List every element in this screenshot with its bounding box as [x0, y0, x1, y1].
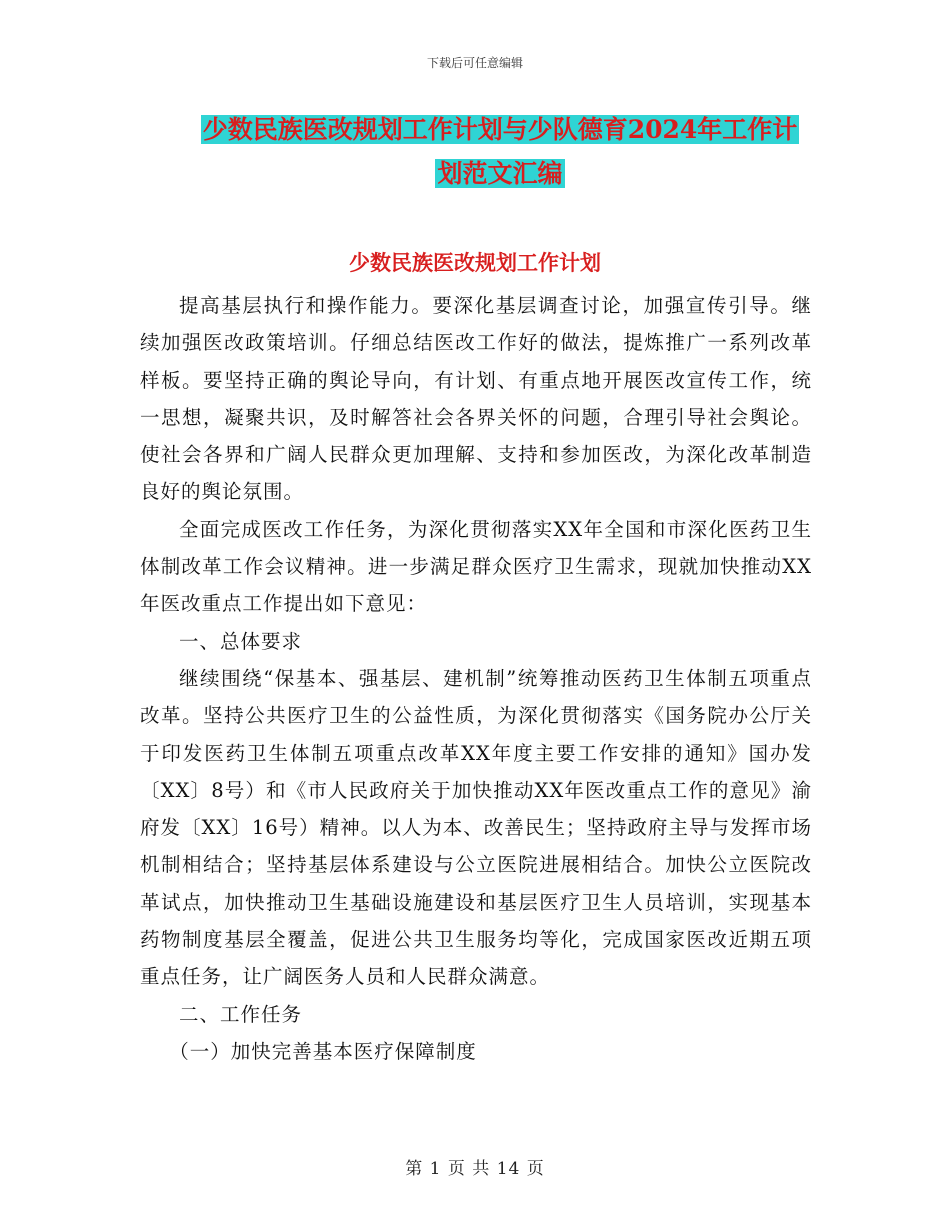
document-body: [140, 287, 812, 1070]
page-header: 下载后可任意编辑: [426, 56, 523, 70]
title-line-1: 少数民族医改规划工作计划与少队德育2024年工作计: [202, 115, 798, 144]
section-heading: 少数民族医改规划工作计划: [349, 250, 601, 275]
document-title: [140, 108, 860, 196]
paragraph: 全面完成医改工作任务，为深化贯彻落实XX年全国和市深化医药卫生体制改革工作会议精神。进一步满足群众医疗卫生需求，现就加快推动XX年医改重点工作提出如下意见：: [140, 517, 812, 616]
section-label: 一、总体要求: [179, 629, 303, 653]
paragraph: 提高基层执行和操作能力。要深化基层调查讨论，加强宣传引导。继续加强医改政策培训。仔细总结医改工作好的做法，提炼推广一系列改革样板。要坚持正确的舆论导向，有计划、有重点地开展医改宣传工作，统一思想，凝聚共识，及时解答社会各界关怀的问题，合理引导社会舆论。使社会各界和广阔人民群众更加理解、支持和参加医改，为深化改革制造良好的舆论氛围。: [140, 294, 812, 504]
page-footer: 第 1 页 共 14 页: [405, 1159, 545, 1179]
section-label: 二、工作任务: [179, 1002, 303, 1026]
subsection-label: （一）加快完善基本医疗保障制度: [169, 1039, 477, 1063]
paragraph: 继续围绕“保基本、强基层、建机制”统筹推动医药卫生体制五项重点改革。坚持公共医疗卫生的公益性质，为深化贯彻落实《国务院办公厅关于印发医药卫生体制五项重点改革XX年度主要工作安排的通知》国办发〔XX〕8号）和《市人民政府关于加快推动XX年医改重点工作的意见》渝府发〔XX〕16号）精神。以人为本、改善民生；坚持政府主导与发挥市场机制相结合；坚持基层体系建设与公立医院进展相结合。加快公立医院改革试点，加快推动卫生基础设施建设和基层医疗卫生人员培训，实现基本药物制度基层全覆盖，促进公共卫生服务均等化，完成国家医改近期五项重点任务，让广阔医务人员和人民群众满意。: [140, 666, 812, 989]
title-line-2: 划范文汇编: [437, 159, 563, 188]
